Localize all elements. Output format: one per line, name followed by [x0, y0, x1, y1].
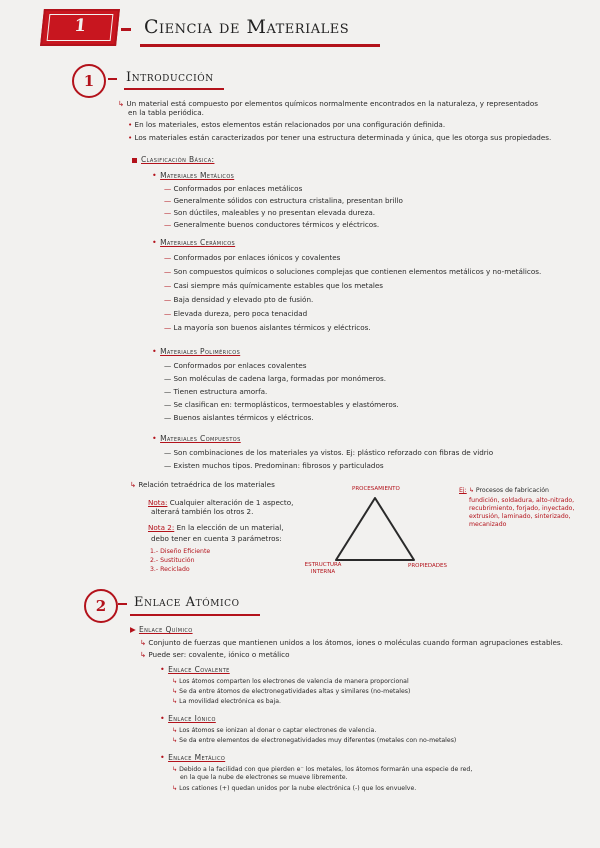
section-1-title: Introducción [126, 70, 214, 85]
section-1-number: 1 [72, 64, 106, 98]
note-2: Nota 2: En la elección de un material, debo tener en cuenta 3 parámetros: [148, 523, 284, 543]
list-item: — Buenos aislantes térmicos y eléctricos. [164, 413, 314, 422]
list-item: — Conformados por enlaces iónicos y covalentes [164, 253, 341, 262]
list-item: — Conformados por enlaces metálicos [164, 184, 303, 193]
list-item: — Baja densidad y elevado pto de fusión. [164, 295, 314, 304]
list-item: — Generalmente sólidos con estructura cristalina, presentan brillo [164, 196, 403, 205]
composite-block: • Materiales Compuestos — Son combinaciones de los materiales ya vistos. Ej: plástico reforzado con fibras de vidrio — Existen muchos tipos. Predominan: fibrosos y particulados [152, 434, 494, 470]
list-item: — Se clasifican en: termoplásticos, termoestables y elastómeros. [164, 400, 399, 409]
header-dash [121, 28, 131, 31]
triangle-top-label: PROCESAMIENTO [352, 486, 400, 492]
list-item: ↳ Los átomos se ionizan al donar o captar electrones de valencia. [172, 727, 377, 734]
page-title: Ciencia de Materiales [144, 16, 350, 38]
metallic-title: Enlace Metálico [168, 753, 226, 762]
intro-block: ↳ Un material está compuesto por elementos químicos normalmente encontrados en la naturaleza, y representados en la tabla periódica. • En los materiales, estos elementos están relacionados por una configuración definida. • Los materiales están caracterizados por tener una estructura determinada y única, que les otorga sus propiedades. [118, 99, 552, 142]
header-number: 1 [73, 16, 88, 36]
note-1-label: Nota: [148, 498, 168, 507]
intro-line-4: Los materiales están caracterizados por tener una estructura determinada y única, que les otorga sus propiedades. [134, 133, 552, 142]
note-2-label: Nota 2: [148, 523, 175, 532]
covalent-title: Enlace Covalente [168, 665, 230, 674]
polymer-title: Materiales Poliméricos [160, 347, 241, 356]
ionic-title: Enlace Iónico [168, 714, 216, 723]
ceramic-block: • Materiales Cerámicos — Conformados por enlaces iónicos y covalentes — Son compuestos químicos o soluciones complejas que contienen elementos metálicos y no-metálicos. — Casi siempre más químicamente estables que los metales — Baja densidad y elevado pto de fusión. — Elevada dureza, pero poca tenacidad — La mayoría son buenos aislantes térmicos y eléctricos. [152, 238, 542, 332]
chemical-bond-title: Enlace Químico [138, 625, 193, 634]
polymer-block: • Materiales Poliméricos — Conformados por enlaces covalentes — Son moléculas de cadena larga, formadas por monómeros. — Tienen estructura amorfa. — Se clasifican en: termoplásticos, termoestables y elastómeros. — Buenos aislantes térmicos y eléctricos. [152, 347, 399, 422]
title-underline [140, 44, 380, 47]
relation-line: ↳ Relación tetraédrica de los materiales [130, 480, 275, 489]
list-item: — Son moléculas de cadena larga, formadas por monómeros. [164, 374, 387, 383]
list-item: 1.- Diseño Eficiente [150, 548, 211, 555]
list-item: ↳ Debido a la facilidad con que pierden e⁻ los metales, los átomos formarán una especie de red, [172, 766, 473, 773]
list-item: — Son combinaciones de los materiales ya vistos. Ej: plástico reforzado con fibras de vidrio [164, 448, 494, 457]
list-item: — Tienen estructura amorfa. [164, 387, 268, 396]
example-block: Ej: ↳ Procesos de fabricación fundición, soldadura, alto-nitrado, recubrimiento, forjado, inyectado, extrusión, laminado, sinterizado, mecanizado [459, 487, 575, 528]
composite-title: Materiales Compuestos [160, 434, 241, 443]
section-1-underline [124, 88, 224, 90]
header-number-box [40, 9, 120, 46]
section-2-number: 2 [84, 589, 118, 623]
section-2-title: Enlace Atómico [134, 595, 240, 610]
list-item: ↳ Se da entre átomos de electronegatividades altas y similares (no-metales) [172, 688, 411, 695]
note-1: Nota: Cualquier alteración de 1 aspecto, alterará también los otros 2. [148, 498, 294, 516]
list-item: — Son compuestos químicos o soluciones complejas que contienen elementos metálicos y no-metálicos. [164, 267, 542, 276]
list-item: ↳ La movilidad electrónica es baja. [172, 698, 281, 705]
materials-triangle [330, 494, 420, 564]
metallic-block: • Enlace Metálico ↳ Debido a la facilidad con que pierden e⁻ los metales, los átomos formarán una especie de red, en la que la nube de electrones se mueve libremente. ↳ Los cationes (+) quedan unidos por la nube electrónica (-) que los envuelve. [160, 753, 473, 792]
list-item: ↳ Los cationes (+) quedan unidos por la nube electrónica (-) que los envuelve. [172, 785, 417, 792]
list-item: 2.- Sustitución [150, 557, 195, 564]
intro-line-1: Un material está compuesto por elementos químicos normalmente encontrados en la naturaleza, y representados [126, 99, 538, 108]
list-item: 3.- Reciclado [150, 566, 190, 573]
list-item: — Conformados por enlaces covalentes [164, 361, 307, 370]
params-list [150, 548, 210, 574]
triangle-left-label: ESTRUCTURA INTERNA [304, 562, 342, 575]
list-item: en la que la nube de electrones se mueve libremente. [180, 774, 348, 781]
list-item: — Generalmente buenos conductores térmicos y eléctricos. [164, 220, 380, 229]
metal-title: Materiales Metálicos [160, 171, 235, 180]
intro-line-3: En los materiales, estos elementos están relacionados por una configuración definida. [134, 120, 446, 129]
section-1-dash [108, 78, 117, 80]
list-item: ↳ Los átomos comparten los electrones de valencia de manera proporcional [172, 678, 409, 685]
list-item: — Elevada dureza, pero poca tenacidad [164, 309, 308, 318]
section-2-underline [130, 614, 260, 616]
ceramic-title: Materiales Cerámicos [160, 238, 236, 247]
classification-title: Clasificación Básica: [132, 155, 214, 164]
section-2-dash [118, 603, 127, 605]
covalent-block: • Enlace Covalente ↳ Los átomos comparten los electrones de valencia de manera proporcional ↳ Se da entre átomos de electronegatividades altas y similares (no-metales) ↳ La movilidad electrónica es baja. [160, 665, 411, 705]
metal-block: • Materiales Metálicos — Conformados por enlaces metálicos — Generalmente sólidos con estructura cristalina, presentan brillo — Son dúctiles, maleables y no presentan elevada dureza. — Generalmente buenos conductores térmicos y eléctricos. [152, 171, 403, 229]
list-item: — Son dúctiles, maleables y no presentan elevada dureza. [164, 208, 376, 217]
list-item: — Casi siempre más químicamente estables que los metales [164, 281, 384, 290]
list-item: — La mayoría son buenos aislantes térmicos y eléctricos. [164, 323, 371, 332]
intro-line-2: en la tabla periódica. [128, 108, 204, 117]
list-item: ↳ Conjunto de fuerzas que mantienen unidos a los átomos, iones o moléculas cuando forman agrupaciones estables. [140, 638, 563, 647]
ionic-block: • Enlace Iónico ↳ Los átomos se ionizan al donar o captar electrones de valencia. ↳ Se da entre elementos de electronegatividades muy diferentes (metales con no-metales) [160, 714, 457, 744]
list-item: — Existen muchos tipos. Predominan: fibrosos y particulados [164, 461, 384, 470]
list-item: ↳ Puede ser: covalente, iónico o metálico [140, 650, 290, 659]
triangle-right-label: PROPIEDADES [408, 563, 447, 569]
list-item: ↳ Se da entre elementos de electronegatividades muy diferentes (metales con no-metales) [172, 737, 457, 744]
chemical-bond-block: ▶ Enlace Químico ↳ Conjunto de fuerzas que mantienen unidos a los átomos, iones o moléculas cuando forman agrupaciones estables. ↳ Puede ser: covalente, iónico o metálico [130, 625, 563, 659]
